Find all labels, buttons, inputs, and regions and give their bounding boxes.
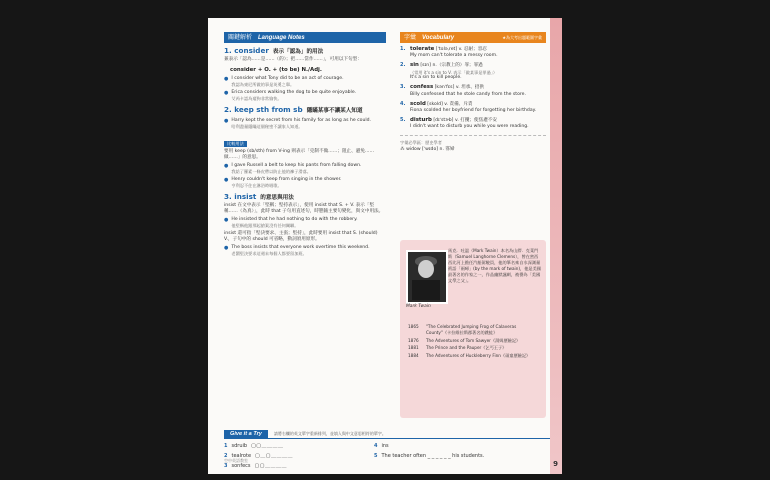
mark-twain-portrait	[406, 250, 448, 304]
give-it-a-try-section	[224, 430, 550, 473]
example: ● Henry couldn't keep from singing in the shower. 亨利忍不住在淋浴時唱歌。	[224, 176, 342, 188]
page-number: 9	[553, 460, 558, 468]
section-title-cn: 關鍵解析	[228, 34, 253, 41]
vocabulary-header: 字彙 Vocabulary ★為大考出題範圍字彙	[400, 32, 546, 43]
example: ● I gave Russell a belt to keep his pants from falling down. 我給了羅素一條皮帶以防止他的褲子滑落。	[224, 163, 362, 175]
compare-tag: 比較用法	[224, 141, 247, 147]
magazine-page	[208, 18, 562, 474]
example: ● Erica considers walking the dog to be quite enjoyable. 艾芮卡認為遛狗非常愉快。	[224, 90, 357, 102]
vocab-item: 3. confess [kənˈfɛs] v. 坦承、招供 Billy confessed that he stole candy from the store.	[400, 84, 526, 97]
twain-work: 1876 The Adventures of Tom Sawyer《湯姆歷險記》	[408, 337, 521, 343]
page-edge-band	[550, 18, 562, 474]
mark-twain-box	[400, 240, 546, 418]
note-3-heading: 3. insist 的意思與用法	[224, 191, 294, 201]
section-title-en: Language Notes	[258, 35, 305, 41]
instruction: 請將右欄的英文單字重新排列，並填入與中文意思相符的單字。	[273, 431, 386, 436]
example: ● I consider what Tony did to be an act of courage. 我認為東尼所做的事是英勇之舉。	[224, 76, 344, 88]
note-3-desc-2: insist 還可指「堅決要求、主張；堅持」，此時要用 insist that S. (should) V.，子句中的 should 可省略，動詞須用原形。	[224, 230, 378, 242]
vocab-item: 5. disturb [dɪˈstɝb] v. 打擾；使焦慮不安 I didn't want to disturb you while you were reading.	[400, 117, 529, 130]
widow-entry: ⁂ widow [ˈwɪdo] n. 寡婦	[400, 147, 455, 153]
exercise-item-3: 3 sonfecs ▢▢＿＿＿＿	[224, 463, 287, 469]
note-2-desc: 要用 keep (sb/sth) from V-ing 則表示「克制不做……；阻止、避免……做……」的意思。	[224, 148, 375, 160]
page-footer: 空中英語教室	[224, 458, 248, 463]
example: ● Harry kept the secret from his family for as long as he could. 哈利盡量隱瞞這個秘密不讓家人知道。	[224, 117, 372, 129]
vocab-list	[400, 46, 546, 131]
vocab-item: 2. sin [sɪn] n.（宗教上的）罪；罪過 （常用 it's a sin to V. 表示「做某事是罪過」） It's a sin to kill people.	[400, 62, 498, 81]
twain-bio: 馬克．吐溫（Mark Twain）本名為山繆．克萊門斯（Samuel Langhorne Clemens），曾在密西西比河上擔任汽船駕駛員，他的筆名來自水深測量術語「兩噚」(by the mark of twain)，他是美國最著名的作家之一，作品幽默諷刺，被譽為「美國文學之父」。	[448, 248, 541, 283]
divider	[400, 135, 546, 136]
example: ● The boss insists that everyone work overtime this weekend. 老闆堅決要求這週末每個人都要留加班。	[224, 245, 370, 257]
signature: Mark Twain	[406, 304, 431, 309]
note-2-heading: 2. keep sth from sb 隱瞞某事不讓某人知道	[224, 104, 363, 114]
exercise-item-5: 5 The teacher often _ _ _ _ _ _ his students.	[374, 453, 485, 459]
formula: consider + O. + (to be) N./Adj.	[230, 67, 322, 74]
language-notes-header	[224, 32, 386, 43]
twain-work: 1865 "The Celebrated Jumping Frog of Calaveras County"《卡拉維拉斯郡著名的跳蛙》	[408, 324, 517, 335]
give-it-a-try-tab: Give it a Try	[224, 430, 268, 438]
note-3-desc: insist 在文中表示「堅稱；堅持表示」，使用 insist that S. + V. 表示「堅稱……（為真）」，此時 that 子句用直述句，時態隨主要句變化，與文中用法。	[224, 202, 384, 214]
exercise-item-4: 4 ins	[374, 443, 389, 449]
vocab-item: 1. tolerate [ˈtɑləˌret] v. 忍耐；容忍 My mom can't tolerate a messy room.	[400, 46, 498, 59]
language-notes-column	[224, 32, 386, 257]
vocabulary-column	[400, 32, 546, 359]
exercise-item-2: 2 tealrote ▢＿▢＿＿＿＿	[224, 453, 293, 459]
example: ● He insisted that he had nothing to do with the robbery. 他堅稱他跟那起搶案沒有任何關聯。	[224, 217, 358, 229]
note-1-heading: 1. consider 表示「認為」的用法	[224, 46, 324, 55]
twain-works	[408, 322, 542, 359]
twain-work: 1884 The Adventures of Huckleberry Finn《頑童歷險記》	[408, 353, 531, 359]
exercise-item-1: 1 sdruib ▢▢＿＿＿＿	[224, 443, 284, 449]
twain-work: 1881 The Prince and the Pauper《乞丐王子》	[408, 345, 507, 351]
note-1-desc: 兼表示「認為……是……（的）；把……當作……」，可用以下句型：	[224, 57, 362, 62]
sub-note: 字彙必學區：歷史學者	[400, 139, 442, 145]
vocab-item: 4. scold [skold] v. 責備、斥責 Fiona scolded her boyfriend for forgetting her birthday.	[400, 100, 537, 114]
